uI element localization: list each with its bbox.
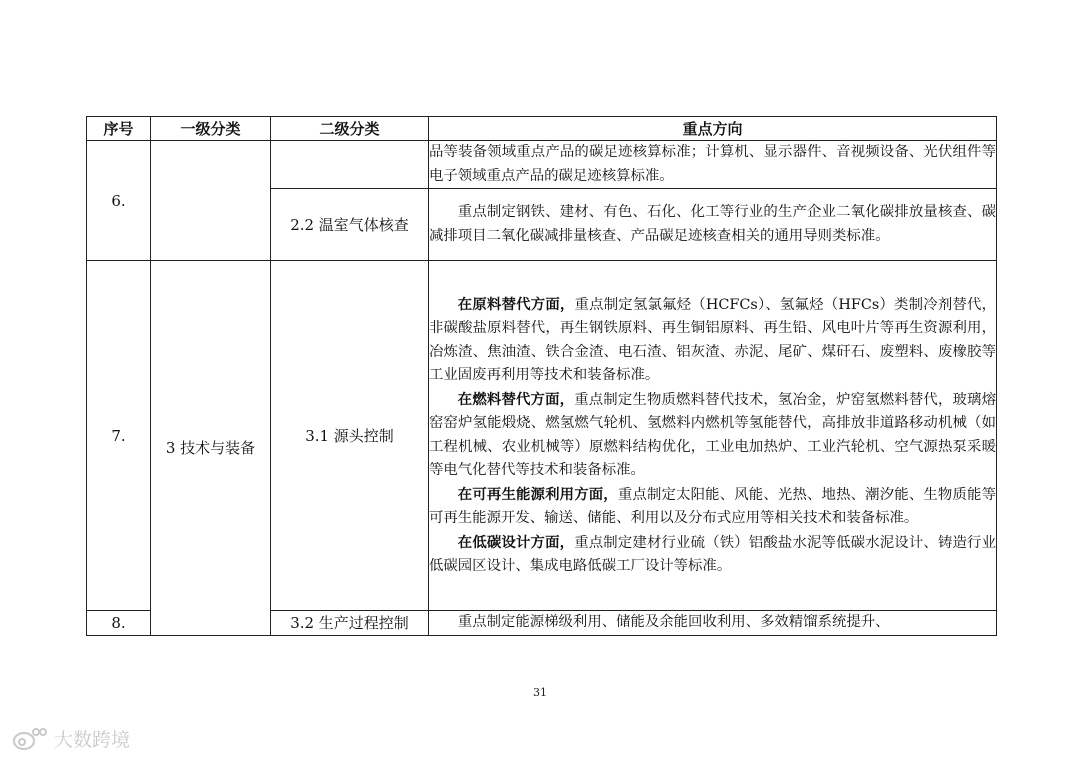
header-level1: 一级分类 xyxy=(151,117,271,141)
header-seq: 序号 xyxy=(87,117,151,141)
direction-paragraph xyxy=(429,293,996,388)
header-direction: 重点方向 xyxy=(429,117,997,141)
direction-paragraph xyxy=(429,483,996,531)
row-seq: 7. xyxy=(87,261,151,611)
paragraph-heading: 在低碳设计方面， xyxy=(457,533,575,551)
direction-text: 重点制定钢铁、建材、有色、石化、化工等行业的生产企业二氧化碳排放量核查、碳减排项目二氧化碳减排量核查、产品碳足迹核查相关的通用导则类标准。 xyxy=(429,204,996,244)
table-header-row xyxy=(87,117,997,141)
row-level1: 3 技术与装备 xyxy=(151,261,271,636)
row-direction xyxy=(429,611,997,636)
paragraph-heading: 在原料替代方面， xyxy=(457,295,575,313)
paragraph-text: 重点制定氢氯氟烃（HCFCs）、氢氟烃（HFCs）类制冷剂替代，非碳酸盐原料替代，再生钢铁原料、再生铜铝原料、再生铅、风电叶片等再生资源利用，冶炼渣、焦油渣、铁合金渣、电石渣、铝灰渣、赤泥、尾矿、煤矸石、废塑料、废橡胶等工业固废再利用等技术和装备标准。 xyxy=(429,296,996,383)
row-level2: 2.2 温室气体核查 xyxy=(271,189,429,261)
row-level2: 3.2 生产过程控制 xyxy=(271,611,429,636)
page-number: 31 xyxy=(533,686,547,699)
watermark-text: 大数跨境 xyxy=(54,728,131,751)
row-level1 xyxy=(151,141,271,261)
watermark xyxy=(12,724,130,752)
row-direction xyxy=(429,189,997,261)
direction-paragraph xyxy=(429,531,996,579)
row-level2 xyxy=(271,141,429,189)
paragraph-text: 重点制定生物质燃料替代技术，氢冶金，炉窑氢燃料替代，玻璃熔窑窑炉氢能煅烧、燃氢燃气轮机、氢燃料内燃机等氢能替代，高排放非道路移动机械（如工程机械、农业机械等）原燃料结构优化，工业电加热炉、工业汽轮机、空气源热泵采暖等电气化替代等技术和装备标准。 xyxy=(429,391,996,478)
paragraph-text: 重点制定太阳能、风能、光热、地热、潮汐能、生物质能等可再生能源开发、输送、储能、利用以及分布式应用等相关技术和装备标准。 xyxy=(429,486,996,526)
weibo-like-logo-icon xyxy=(12,724,48,752)
table-row xyxy=(87,141,997,189)
row-direction xyxy=(429,141,997,189)
standards-table xyxy=(86,116,997,636)
row-seq: 6. xyxy=(87,141,151,261)
row-level2: 3.1 源头控制 xyxy=(271,261,429,611)
paragraph-heading: 在燃料替代方面， xyxy=(457,390,575,408)
direction-paragraph xyxy=(429,388,996,483)
direction-text: 品等装备领域重点产品的碳足迹核算标准；计算机、显示器件、音视频设备、光伏组件等电子领域重点产品的碳足迹核算标准。 xyxy=(429,144,996,184)
row-seq: 8. xyxy=(87,611,151,636)
header-level2: 二级分类 xyxy=(271,117,429,141)
paragraph-text: 重点制定建材行业硫（铁）铝酸盐水泥等低碳水泥设计、铸造行业低碳园区设计、集成电路低碳工厂设计等标准。 xyxy=(429,534,996,574)
paragraph-heading: 在可再生能源利用方面， xyxy=(457,485,618,503)
row-direction xyxy=(429,261,997,611)
direction-text: 重点制定能源梯级利用、储能及余能回收利用、多效精馏系统提升、 xyxy=(457,614,890,630)
table-row xyxy=(87,261,997,611)
